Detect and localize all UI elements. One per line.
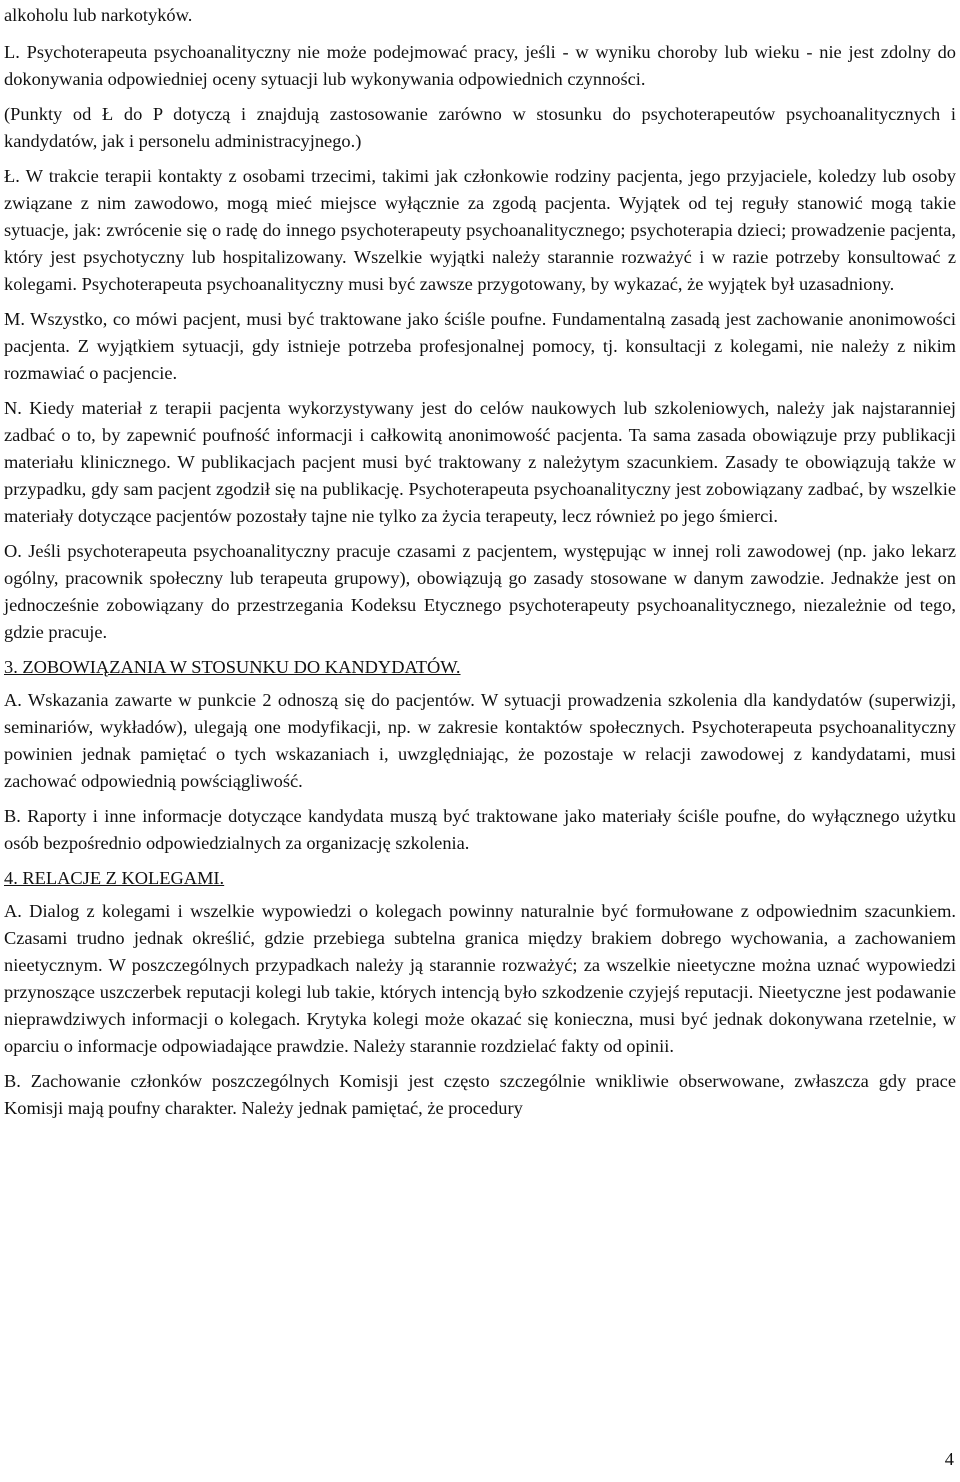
page-number: 4 xyxy=(944,1449,954,1469)
paragraph-m: M. Wszystko, co mówi pacjent, musi być traktowane jako ściśle poufne. Fundamentalną zasadą jest zachowanie anonimowości pacjenta. Z wyjątkiem sytuacji, gdy istnieje potrzeba profesjonalnej pomocy, tj. konsultacji z kolegami, nie należy z nikim rozmawiać o pacjencie. xyxy=(4,309,956,383)
paragraph-note: (Punkty od Ł do P dotyczą i znajdują zastosowanie zarówno w stosunku do psychoterapeutów psychoanalitycznych i kandydatów, jak i personelu administracyjnego.) xyxy=(4,104,956,151)
paragraph-3a: A. Wskazania zawarte w punkcie 2 odnoszą się do pacjentów. W sytuacji prowadzenia szkolenia dla kandydatów (superwizji, seminariów, wykładów), ulegają one modyfikacji, np. w zakresie kontaktów społecznych. Psychoterapeuta psychoanalityczny powinien jednak pamiętać o tych wskazaniach i, uwzględniając, że pozostaje w relacji zawodowej z kandydatami, musi zachować odpowiednią powściągliwość. xyxy=(4,690,956,791)
paragraph-n: N. Kiedy materiał z terapii pacjenta wykorzystywany jest do celów naukowych lub szkoleniowych, należy jak najstaranniej zadbać o to, by zapewnić poufność informacji i całkowitą anonimowość pacjenta. Ta sama zasada obowiązuje przy publikacji materiału klinicznego. W publikacjach pacjent musi być traktowany z należytym szacunkiem. Zasady te obowiązują także w przypadku, gdy sam pacjent zgodził się na publikację. Psychoterapeuta psychoanalityczny jest zobowiązany zadbać, by wszelkie materiały dotyczące pacjentów pozostały tajne nie tylko za życia terapeuty, lecz również po jego śmierci. xyxy=(4,398,956,526)
paragraph-o: O. Jeśli psychoterapeuta psychoanalityczny pracuje czasami z pacjentem, występując w innej roli zawodowej (np. jako lekarz ogólny, pracownik społeczny lub terapeuta grupowy), obowiązują go zasady stosowane w danym zawodzie. Jednakże jest on jednocześnie zobowiązany do przestrzegania Kodeksu Etycznego psychoterapeuty psychoanalitycznego, niezależnie od tego, gdzie pracuje. xyxy=(4,541,956,642)
section-heading-4: 4. RELACJE Z KOLEGAMI. xyxy=(4,868,225,888)
section-heading-3: 3. ZOBOWIĄZANIA W STOSUNKU DO KANDYDATÓW. xyxy=(4,657,461,677)
paragraph-4b: B. Zachowanie członków poszczególnych Komisji jest często szczególnie wnikliwie obserwowane, zwłaszcza gdy prace Komisji mają poufny charakter. Należy jednak pamiętać, że procedury xyxy=(4,1071,956,1118)
paragraph-4a: A. Dialog z kolegami i wszelkie wypowiedzi o kolegach powinny naturalnie być formułowane z odpowiednim szacunkiem. Czasami trudno jednak określić, gdzie przebiega subtelna granica między brakiem dobrego wychowania, a zachowaniem nieetycznym. W poszczególnych przypadkach należy ją starannie rozważyć; za wszelkie nieetyczne można uznać wypowiedzi przynoszące uszczerbek reputacji kolegi lub takie, których intencją było szkodzenie czyjejś reputacji. Nieetyczne jest podawanie nieprawdziwych informacji o kolegach. Krytyka kolegi może okazać się konieczna, musi być jednak dokonywana rzetelnie, w oparciu o informacje odpowiadające prawdzie. Należy starannie rozdzielać fakty od opinii. xyxy=(4,901,956,1056)
paragraph-l: L. Psychoterapeuta psychoanalityczny nie może podejmować pracy, jeśli - w wyniku choroby lub wieku - nie jest zdolny do dokonywania odpowiedniej oceny sytuacji lub wykonywania odpowiednich czynności. xyxy=(4,42,956,89)
paragraph-continuation: alkoholu lub narkotyków. xyxy=(4,5,193,25)
paragraph-l-stroke: Ł. W trakcie terapii kontakty z osobami trzecimi, takimi jak członkowie rodziny pacjenta, jego przyjaciele, koledzy lub osoby związane z nim zawodowo, mogą mieć miejsce wyłącznie za zgodą pacjenta. Wyjątek od tej reguły stanowić mogą takie sytuacje, jak: zwrócenie się o radę do innego psychoterapeuty psychoanalitycznego; psychoterapia dzieci; prowadzenie pacjenta, który jest psychotyczny lub hospitalizowany. Wszelkie wyjątki należy starannie rozważyć i w razie potrzeby konsultować z kolegami. Psychoterapeuta psychoanalityczny musi być zawsze przygotowany, by wykazać, że wyjątek był uzasadniony. xyxy=(4,166,956,294)
document-page xyxy=(4,2,956,1130)
paragraph-3b: B. Raporty i inne informacje dotyczące kandydata muszą być traktowane jako materiały ściśle poufne, do wyłącznego użytku osób bezpośrednio odpowiedzialnych za organizację szkolenia. xyxy=(4,806,956,853)
